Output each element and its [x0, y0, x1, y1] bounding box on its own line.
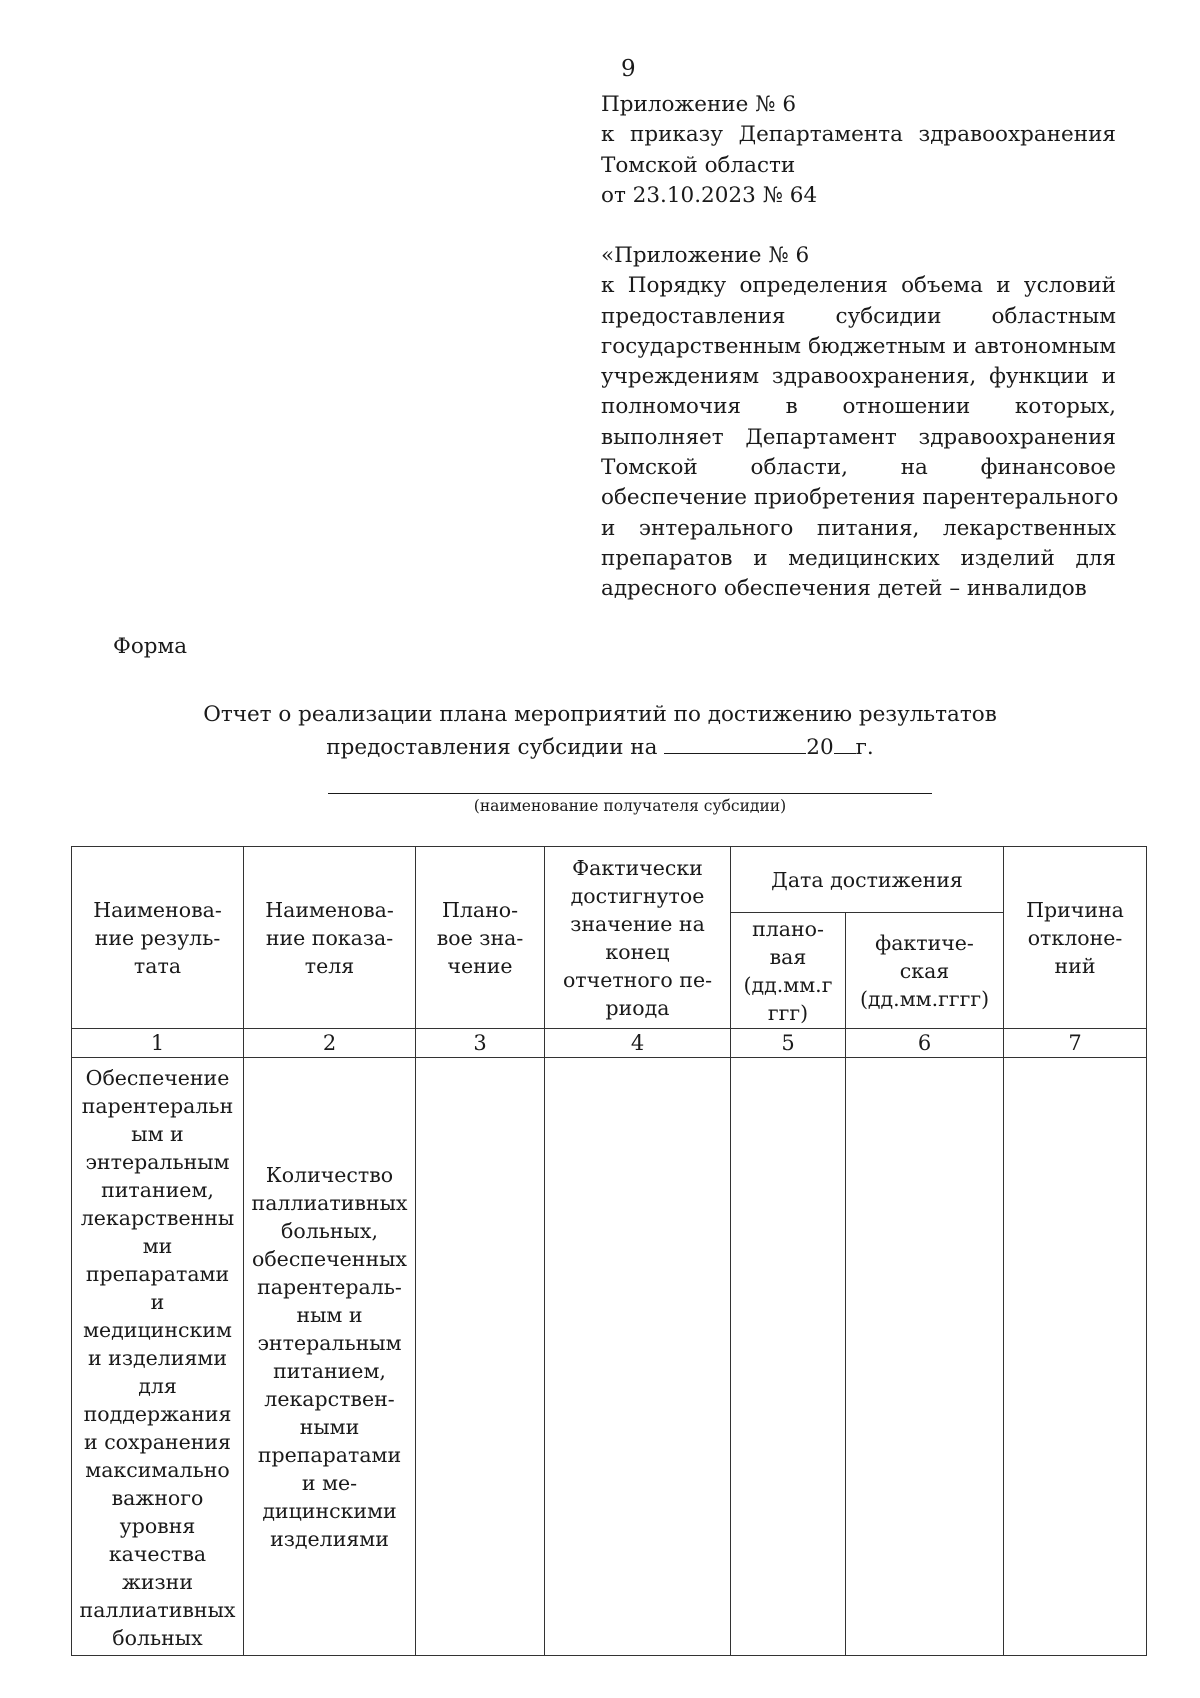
appendix-line: полномочия в отношении которых,: [601, 394, 1116, 420]
report-title: [0, 699, 1200, 764]
period-blank: [664, 731, 806, 754]
year-blank: [834, 731, 856, 754]
column-number-row: [72, 1029, 1147, 1058]
appendix-line: обеспечение приобретения парентерального: [601, 485, 1119, 511]
header-indicator-name: Наименова- ние показа- теля: [244, 847, 416, 1029]
appendix-line: и энтерального питания, лекарственных: [601, 515, 1116, 541]
column-number: 1: [72, 1029, 244, 1058]
column-number: 2: [244, 1029, 416, 1058]
header-planned-value: Плано- вое зна- чение: [416, 847, 545, 1029]
cell-planned-date: [731, 1058, 846, 1656]
cell-actual-date: [846, 1058, 1004, 1656]
appendix-line: учреждениям здравоохранения, функции и: [601, 364, 1116, 390]
appendix-line: предоставления субсидии областным: [601, 303, 1116, 329]
appendix-order-block: [601, 90, 1116, 211]
cell-indicator: Количество паллиативных больных, обеспеченных парентераль- ным и энтеральным питанием, лекарствен- ными препаратами и ме- дицинскими изделиями: [244, 1058, 416, 1656]
form-label: Форма: [113, 634, 188, 659]
appendix-line: от 23.10.2023 № 64: [601, 182, 818, 208]
header-planned-date: плано- вая (дд.мм.г ггг): [731, 913, 846, 1029]
appendix-line: адресного обеспечения детей – инвалидов: [601, 576, 1087, 602]
header-actual-value: Фактически достигнутое значение на конец отчетного пе- риода: [545, 847, 731, 1029]
header-actual-date: фактиче- ская (дд.мм.гггг): [846, 913, 1004, 1029]
appendix-line: Томской области, на финансовое: [601, 455, 1116, 481]
cell-deviation-reason: [1004, 1058, 1147, 1656]
appendix-line: «Приложение № 6: [601, 243, 810, 268]
appendix-line: препаратов и медицинских изделий для: [601, 545, 1116, 571]
appendix-procedure-block: [601, 241, 1119, 605]
column-number: 7: [1004, 1029, 1147, 1058]
report-title-suffix: г.: [855, 735, 874, 760]
report-table: [71, 846, 1147, 1656]
report-title-prefix: предоставления субсидии на: [326, 735, 658, 760]
appendix-line: государственным бюджетным и автономным: [601, 333, 1116, 359]
report-title-line-2: [0, 731, 1200, 764]
column-number: 3: [416, 1029, 545, 1058]
report-year: 20: [806, 735, 834, 760]
cell-planned-value: [416, 1058, 545, 1656]
report-title-line-1: Отчет о реализации плана мероприятий по достижению результатов: [203, 702, 997, 727]
column-number: 4: [545, 1029, 731, 1058]
appendix-line: Приложение № 6: [601, 92, 797, 117]
recipient-caption: (наименование получателя субсидии): [473, 797, 787, 815]
appendix-line: Томской области: [601, 152, 796, 178]
page-number: 9: [621, 56, 636, 82]
column-number: 5: [731, 1029, 846, 1058]
cell-result: Обеспечение парентеральн ым и энтеральным питанием, лекарственны ми препаратами и медицинским и изделиями для поддержания и сохранения максимально важного уровня качества жизни паллиативных больных: [72, 1058, 244, 1656]
column-number: 6: [846, 1029, 1004, 1058]
cell-actual-value: [545, 1058, 731, 1656]
header-deviation-reason: Причина отклоне- ний: [1004, 847, 1147, 1029]
recipient-line: [328, 793, 932, 794]
appendix-line: выполняет Департамент здравоохранения: [601, 424, 1116, 450]
appendix-line: к Порядку определения объема и условий: [601, 273, 1116, 299]
header-result-name: Наименова- ние резуль- тата: [72, 847, 244, 1029]
header-achievement-date: Дата достижения: [731, 847, 1004, 913]
appendix-line: к приказу Департамента здравоохранения: [601, 122, 1116, 148]
table-row: [72, 1058, 1147, 1656]
